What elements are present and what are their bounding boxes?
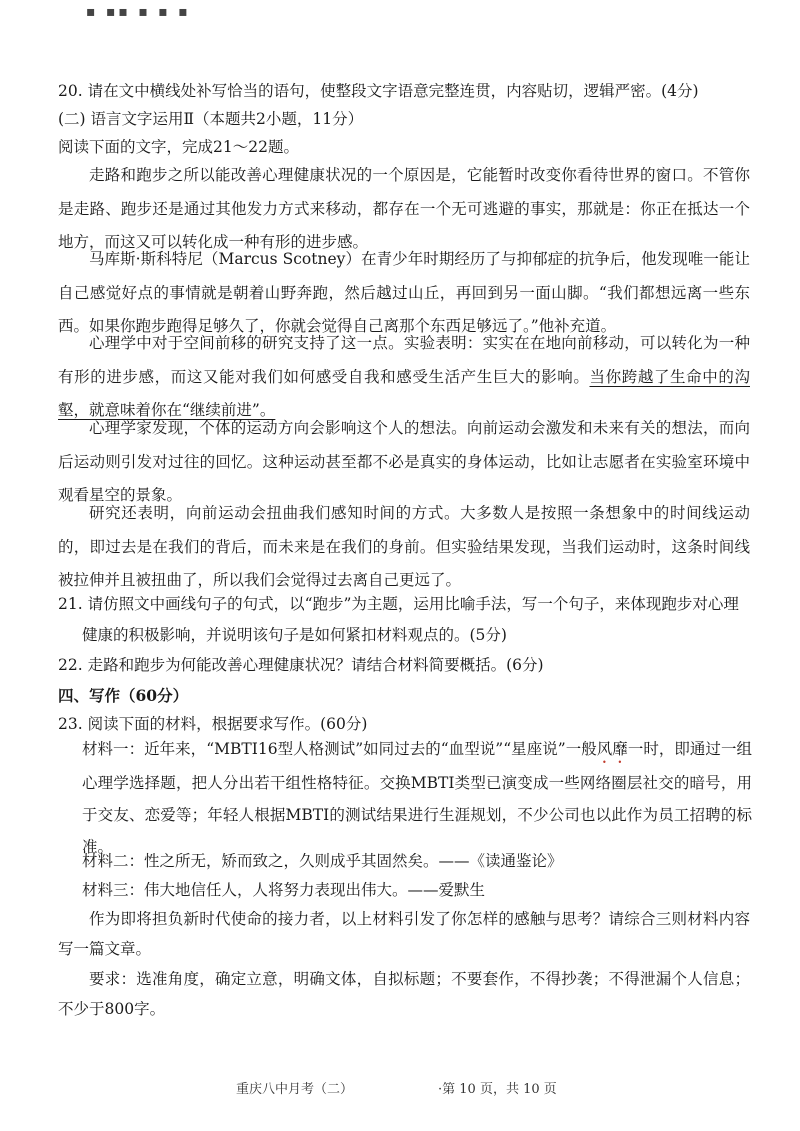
- question-22: 22. 走路和跑步为何能改善心理健康状况？请结合材料简要概括。(6分): [58, 656, 544, 674]
- section-2-title: (二) 语言文字运用Ⅱ（本题共2小题，11分）: [58, 110, 364, 128]
- section-4-title: 四、写作（60分）: [58, 686, 189, 705]
- material-1-text-a: 材料一：近年来，“MBTI16型人格测试”如同过去的“血型说”“星座说”一般: [82, 740, 597, 758]
- footer-page-number: ·第 10 页，共 10 页: [438, 1082, 557, 1097]
- material-1: [82, 733, 752, 863]
- question-23: 23. 阅读下面的材料，根据要求写作。(60分): [58, 715, 368, 733]
- underlined-sentence: 当你跨越了生命中的沟壑，就意味着你在“继续前进”。: [58, 367, 750, 419]
- paragraph-4: 心理学家发现，个体的运动方向会影响这个人的想法。向前运动会激发和未来有关的想法，而向后运动则引发对过往的回忆。这种运动甚至都不必是真实的身体运动，比如让志愿者在实验室环境中观看星空的景象。: [58, 419, 750, 504]
- paragraph-1: 走路和跑步之所以能改善心理健康状况的一个原因是，它能暂时改变你看待世界的窗口。不管你是走路、跑步还是通过其他发力方式来移动，都存在一个无可逃避的事实，那就是：你正在抵达一个地方，而这又可以转化成一种有形的进步感。: [58, 166, 750, 251]
- question-20: 20. 请在文中横线处补写恰当的语句，使整段文字语意完整连贯，内容贴切，逻辑严密。(4分): [58, 82, 699, 100]
- paragraph-2: 马库斯·斯科特尼（Marcus Scotney）在青少年时期经历了与抑郁症的抗争后，他发现唯一能让自己感觉好点的事情就是朝着山野奔跑，然后越过山丘，再回到另一面山脚。“我们都想远离一些东西。如果你跑步跑得足够久了，你就会觉得自己离那个东西足够远了。”他补充道。: [58, 250, 750, 335]
- reading-instruction: 阅读下面的文字，完成21～22题。: [58, 138, 299, 156]
- paragraph-3-text: 心理学中对于空间前移的研究支持了这一点。实验表明：实实在在地向前移动，可以转化为一种有形的进步感，而这又能对我们如何感受自我和感受生活产生巨大的影响。: [58, 334, 750, 386]
- dotted-word: 风靡: [596, 740, 628, 758]
- material-1-text-b: 一时，即通过一组心理学选择题，把人分出若干组性格特征。交换MBTI类型已演变成一些网络圈层社交的暗号，用于交友、恋爱等；年轻人根据MBTI的测试结果进行生涯规划，不少公司也以此作为员工招聘的标准。: [82, 740, 752, 856]
- material-3: 材料三：伟大地信任人，人将努力表现出伟大。——爱默生: [82, 881, 486, 899]
- material-2: 材料二：性之所无，矫而致之，久则成乎其固然矣。——《读通鉴论》: [82, 852, 563, 870]
- header-marks: ▪ ▪▪ ▪ ▪ ▪: [86, 4, 191, 20]
- footer-exam-name: 重庆八中月考（二）: [236, 1082, 354, 1097]
- writing-prompt: 作为即将担负新时代使命的接力者，以上材料引发了你怎样的感触与思考？请综合三则材料内容写一篇文章。: [58, 910, 750, 958]
- question-21: 21. 请仿照文中画线句子的句式，以“跑步”为主题，运用比喻手法，写一个句子，来体现跑步对心理健康的积极影响，并说明该句子是如何紧扣材料观点的。(5分): [58, 595, 739, 644]
- paragraph-5: 研究还表明，向前运动会扭曲我们感知时间的方式。大多数人是按照一条想象中的时间线运动的，即过去是在我们的背后，而未来是在我们的身前。但实验结果发现，当我们运动时，这条时间线被拉伸并且被扭曲了，所以我们会觉得过去离自己更远了。: [58, 504, 750, 589]
- writing-requirements: 要求：选准角度，确定立意，明确文体，自拟标题；不要套作，不得抄袭；不得泄漏个人信息；不少于800字。: [58, 970, 750, 1018]
